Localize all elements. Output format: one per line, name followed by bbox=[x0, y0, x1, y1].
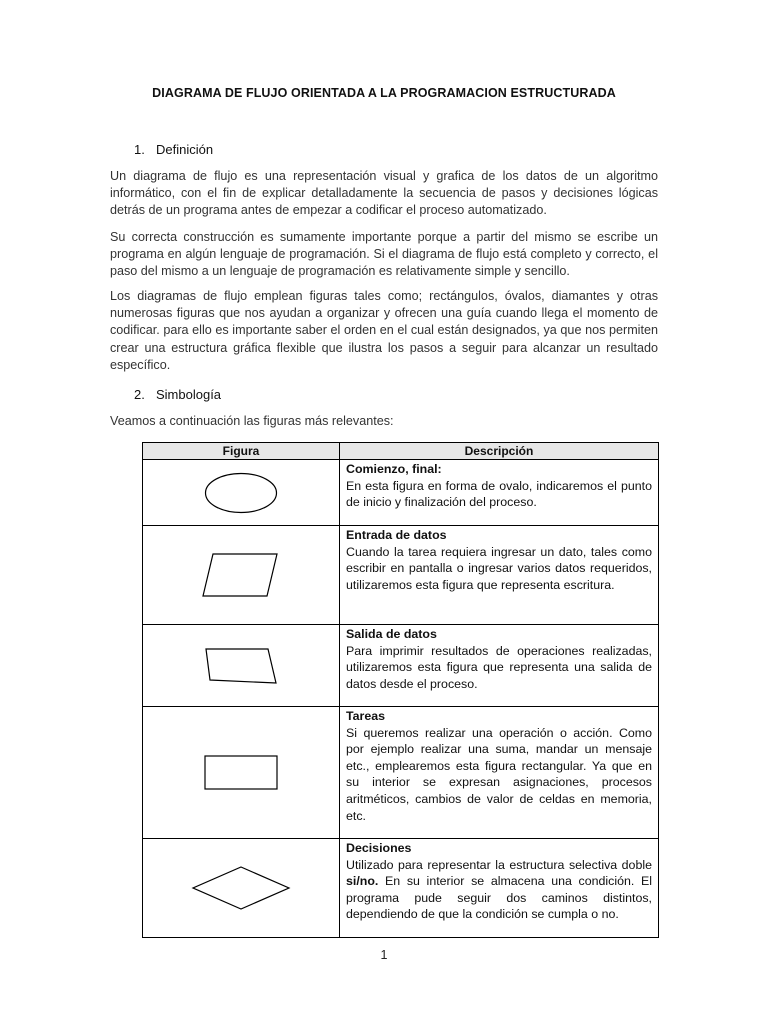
symbol-name: Tareas bbox=[346, 709, 386, 723]
symbol-description: Para imprimir resultados de operaciones realizadas, utilizaremos esta figura que representa una salida de datos desde el proceso. bbox=[346, 643, 652, 691]
rectangle-icon bbox=[203, 754, 279, 792]
symbol-description-end: En su interior se almacena una condición. El programa pude seguir dos caminos distintos, dependiendo de que la condición se cumpla o no. bbox=[346, 874, 652, 922]
figure-cell bbox=[143, 839, 340, 938]
symbol-name: Comienzo, final: bbox=[346, 462, 442, 476]
section-heading-simbologia bbox=[134, 387, 221, 402]
table-row bbox=[143, 460, 659, 526]
figure-cell bbox=[143, 460, 340, 526]
symbols-table bbox=[142, 442, 659, 938]
symbol-description: Cuando la tarea requiera ingresar un dato, tales como escribir en pantalla o ingresar varios datos requeridos, utilizaremos esta figura que representa escritura. bbox=[346, 544, 652, 592]
section-number: 2. bbox=[134, 387, 145, 402]
description-cell bbox=[340, 526, 659, 625]
table-row bbox=[143, 707, 659, 839]
table-row bbox=[143, 526, 659, 625]
symbol-description-bold: si/no. bbox=[346, 874, 379, 889]
trapezoid-icon bbox=[204, 647, 278, 685]
table-row bbox=[143, 839, 659, 938]
section-title: Simbología bbox=[156, 387, 222, 402]
oval-icon bbox=[201, 470, 281, 516]
section-heading-definicion bbox=[134, 142, 213, 157]
section-title: Definición bbox=[156, 142, 214, 157]
description-cell bbox=[340, 839, 659, 938]
figure-cell bbox=[143, 526, 340, 625]
header-descripcion: Descripción bbox=[340, 443, 659, 460]
page-number: 1 bbox=[380, 948, 388, 962]
paragraph-figures: Los diagramas de flujo emplean figuras tales como; rectángulos, óvalos, diamantes y otras numerosas figuras que nos ayudan a organizar y ofrecen una guía cuando llega el momento de codificar. para ello es importante saber el orden en el cual están designados, ya que nos permiten crear una estructura gráfica flexible que ilustra los pasos a seguir para alcanzar un resultado específico. bbox=[110, 289, 658, 372]
paragraph-construction: Su correcta construcción es sumamente importante porque a partir del mismo se escribe un programa en algún lenguaje de programación. Si el diagrama de flujo está completo y correcto, el paso del mismo a un lenguaje de programación es relativamente simple y sencillo. bbox=[110, 230, 658, 279]
figure-cell bbox=[143, 707, 340, 839]
symbol-name: Entrada de datos bbox=[346, 528, 447, 542]
section-number: 1. bbox=[134, 142, 145, 157]
symbol-name: Salida de datos bbox=[346, 627, 437, 641]
diamond-icon bbox=[189, 865, 293, 911]
symbol-name: Decisiones bbox=[346, 841, 412, 855]
description-cell bbox=[340, 707, 659, 839]
symbol-description: Si queremos realizar una operación o acción. Como por ejemplo realizar una suma, mandar un mensaje etc., emplearemos esta figura rectangular. Ya que en su interior se expresan asignaciones, procesos aritméticos, cambios de valor de celdas en memoria, etc. bbox=[346, 725, 652, 823]
table-header-row bbox=[143, 443, 659, 460]
paragraph-definition: Un diagrama de flujo es una representación visual y grafica de los datos de un algoritmo informático, con el fin de explicar detalladamente la secuencia de pasos y decisiones lógicas detrás de un programa antes de empezar a codificar el proceso automatizado. bbox=[110, 169, 658, 218]
header-figura: Figura bbox=[143, 443, 340, 460]
symbol-description-start: Utilizado para representar la estructura selectiva doble bbox=[346, 857, 652, 872]
symbol-description: En esta figura en forma de ovalo, indicaremos el punto de inicio y finalización del proceso. bbox=[346, 478, 652, 510]
parallelogram-icon bbox=[201, 552, 281, 598]
figure-cell bbox=[143, 625, 340, 707]
document-title: DIAGRAMA DE FLUJO ORIENTADA A LA PROGRAMACION ESTRUCTURADA bbox=[152, 86, 616, 100]
description-cell bbox=[340, 460, 659, 526]
table-row bbox=[143, 625, 659, 707]
table-intro: Veamos a continuación las figuras más relevantes: bbox=[110, 414, 394, 428]
description-cell bbox=[340, 625, 659, 707]
